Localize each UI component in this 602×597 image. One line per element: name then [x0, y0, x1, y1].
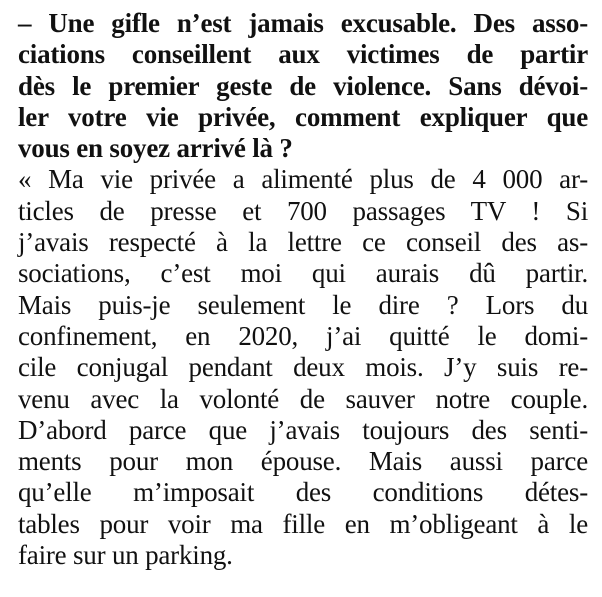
answer-line: D’abord parce que j’avais toujours des senti-	[18, 414, 588, 445]
answer-line: j’avais respecté à la lettre ce conseil des as-	[18, 227, 588, 258]
answer-line: qu’elle m’imposait des conditions détes-	[18, 477, 588, 508]
answer-line: cile conjugal pendant deux mois. J’y suis re-	[18, 352, 588, 383]
question-line: vous en soyez arrivé là ?	[18, 133, 293, 164]
answer-line: Mais puis-je seulement le dire ? Lors du	[18, 289, 588, 320]
answer-line: « Ma vie privée a alimenté plus de 4 000 ar-	[18, 164, 588, 195]
question-line: ler votre vie privée, comment expliquer que	[18, 101, 588, 132]
answer-line: confinement, en 2020, j’ai quitté le domi-	[18, 320, 588, 351]
article-excerpt	[18, 8, 588, 571]
answer-line: sociations, c’est moi qui aurais dû partir.	[18, 258, 588, 289]
question-line: – Une gifle n’est jamais excusable. Des asso-	[18, 8, 588, 38]
interview-answer	[18, 164, 588, 571]
answer-line: ticles de presse et 700 passages TV ! Si	[18, 195, 588, 226]
answer-line: venu avec la volonté de sauver notre couple.	[18, 383, 588, 414]
question-line: dès le premier geste de violence. Sans dévoi-	[18, 70, 588, 101]
answer-line: tables pour voir ma fille en m’obligeant à le	[18, 508, 588, 539]
answer-line: ments pour mon épouse. Mais aussi parce	[18, 446, 588, 477]
interview-question	[18, 8, 588, 164]
question-line: ciations conseillent aux victimes de partir	[18, 39, 588, 70]
answer-line: faire sur un parking.	[18, 540, 233, 571]
